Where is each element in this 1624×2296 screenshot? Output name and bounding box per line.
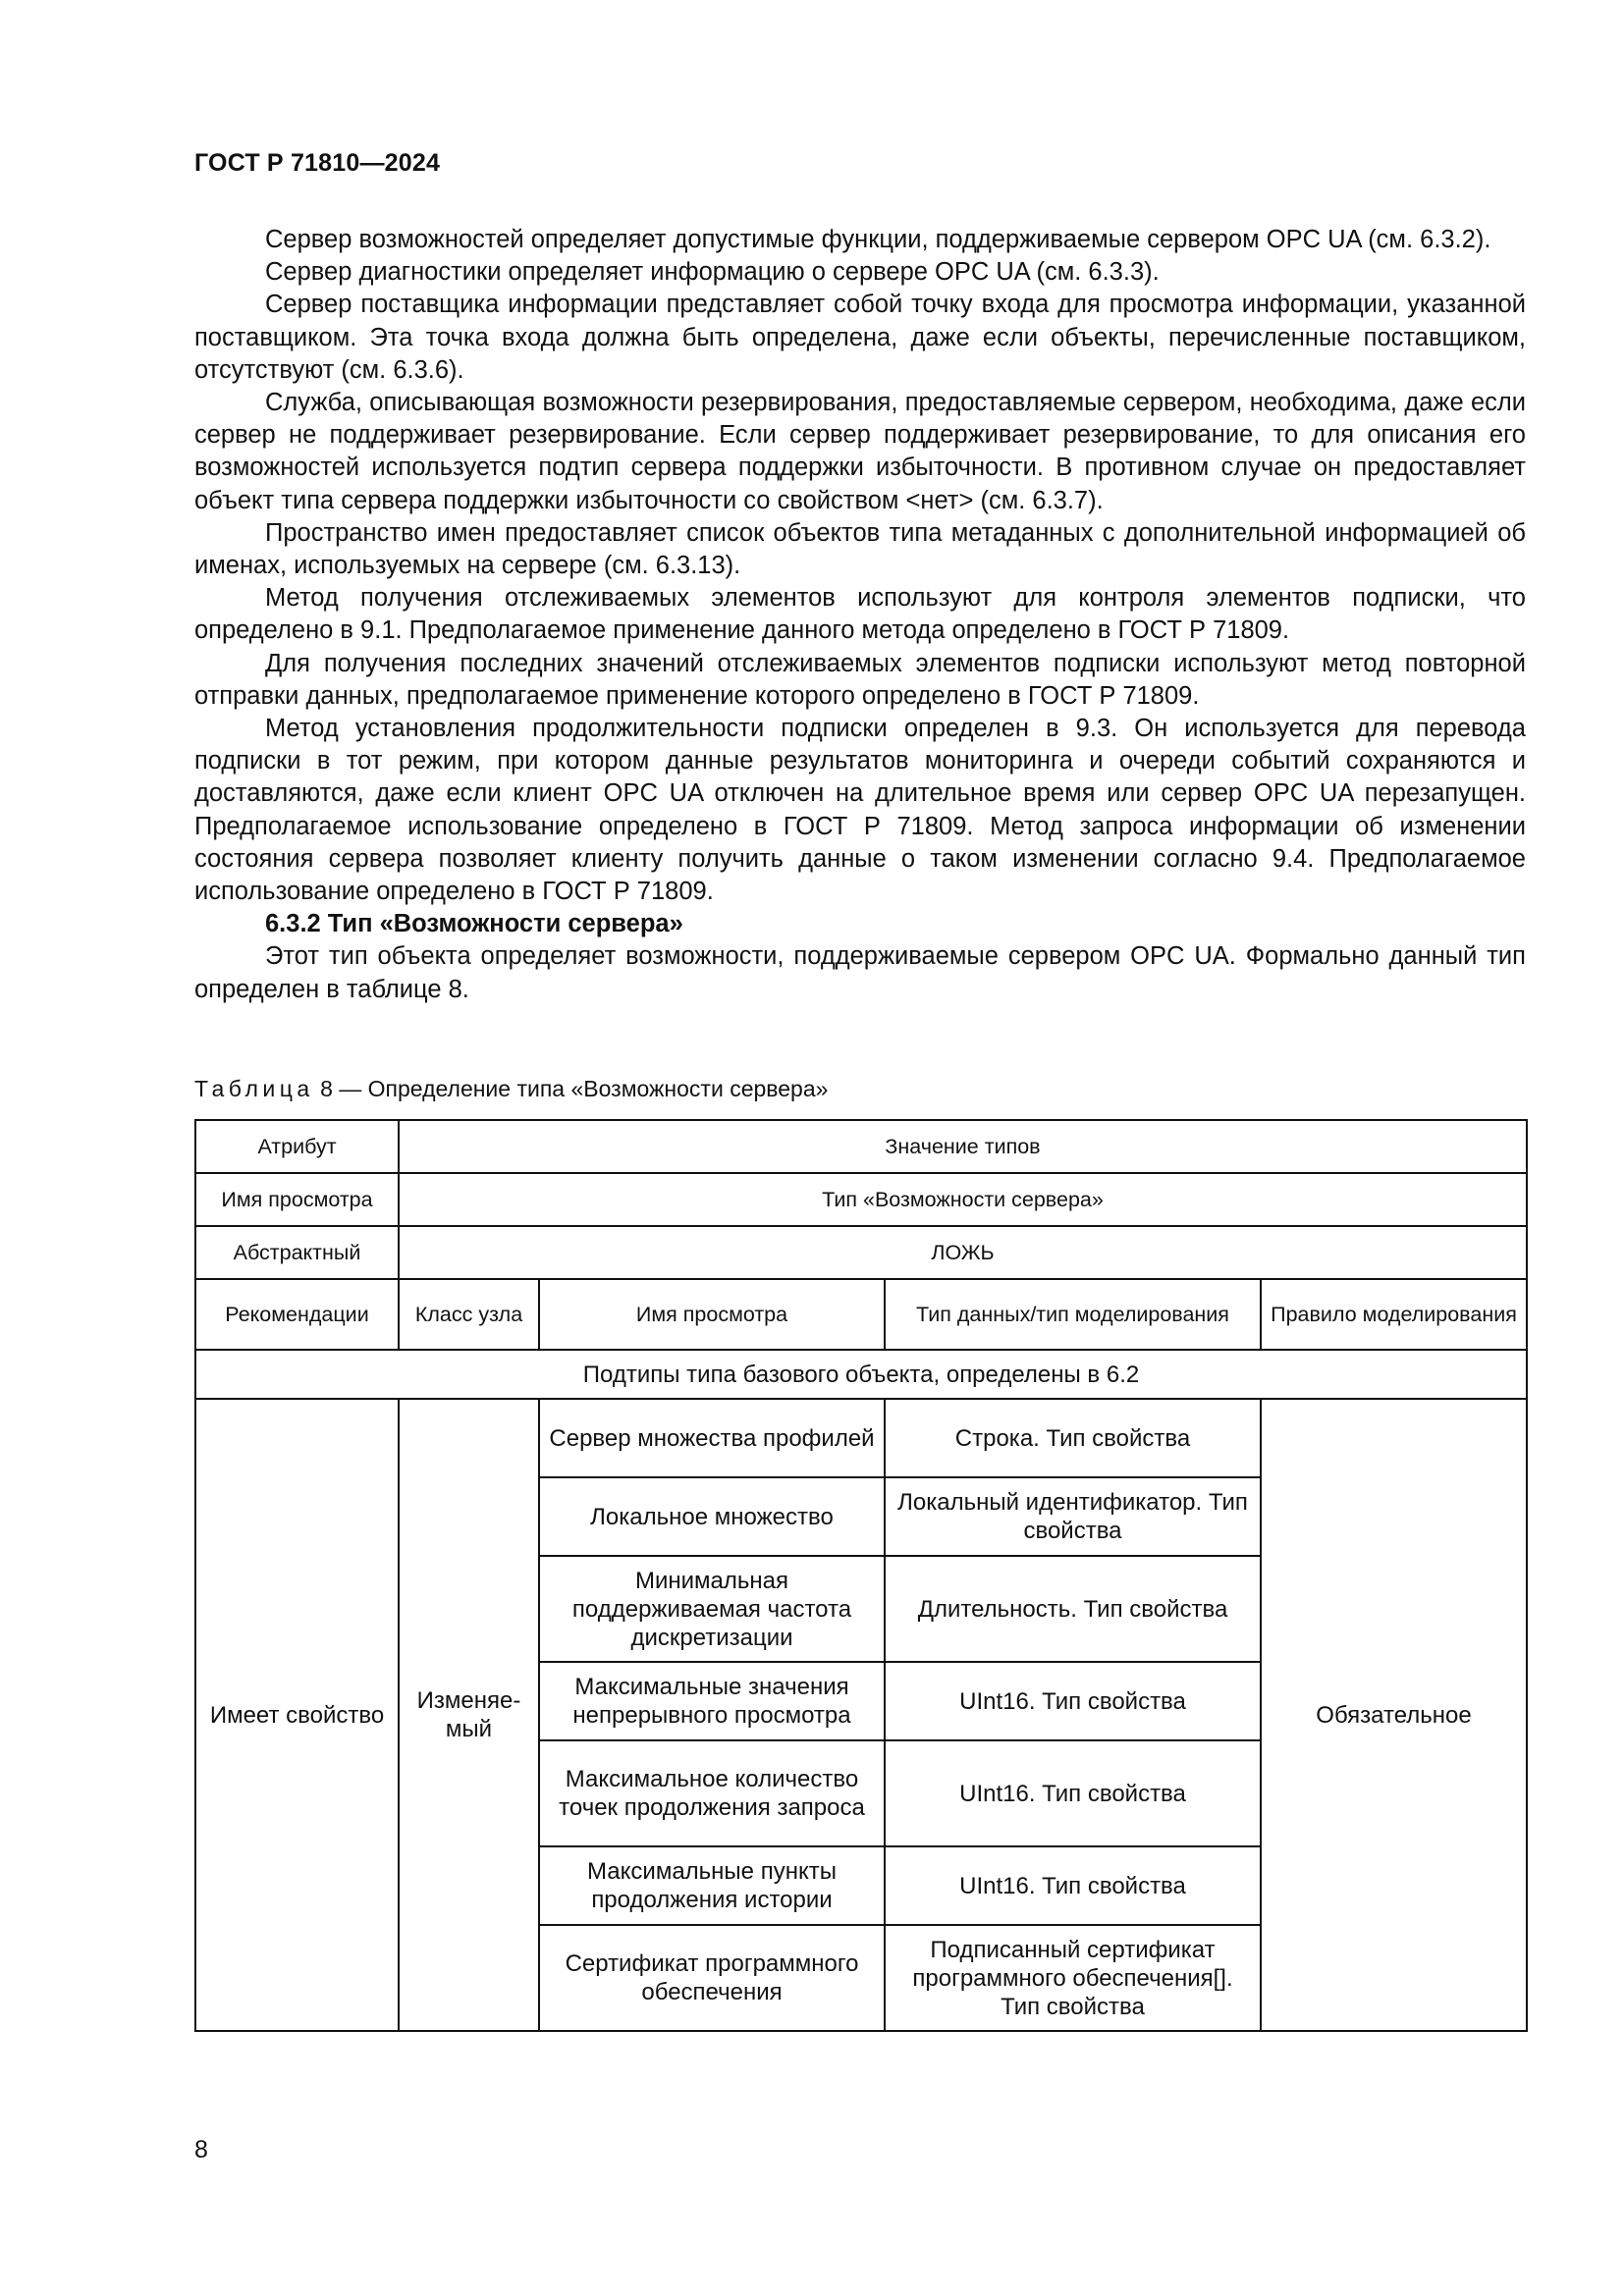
paragraph: Этот тип объекта определяет возможности, поддерживаемые сервером OPC UA. Формально данный тип определен в таблице 8. — [194, 942, 1526, 1003]
paragraph: Сервер поставщика информации представляет собой точку входа для просмотра информации, указанной поставщиком. Эта точка входа должна быть определена, даже если объекты, перечисленные поставщиком, отсутствуют (см. 6.3.6). — [194, 291, 1526, 384]
subtypes-cell: Подтипы типа базового объекта, определены в 6.2 — [195, 1350, 1527, 1399]
column-header-row — [195, 1279, 1527, 1350]
col-references: Рекомендации — [195, 1279, 399, 1350]
subtypes-row — [195, 1350, 1527, 1399]
section-heading: 6.3.2 Тип «Возможности сервера» — [265, 910, 683, 938]
browse-name-cell: Максимальные значения непрерывного просмотра — [539, 1662, 885, 1740]
browse-name-cell: Сервер множества профилей — [539, 1399, 885, 1477]
table-row — [195, 1399, 1527, 1477]
browse-name-label: Имя просмотра — [195, 1173, 399, 1226]
abstract-label: Абстрактный — [195, 1226, 399, 1279]
browse-name-cell: Минимальная поддерживаемая частота дискретизации — [539, 1556, 885, 1662]
document-header: ГОСТ Р 71810—2024 — [194, 149, 441, 177]
data-type-cell: UInt16. Тип свойства — [885, 1740, 1261, 1846]
data-type-cell: UInt16. Тип свойства — [885, 1662, 1261, 1740]
paragraph: Метод установления продолжительности подписки определен в 9.3. Он используется для перевода подписки в тот режим, при котором данные результатов мониторинга и очереди событий сохраняются и доставляются, даже если клиент OPC UA отключен на длительное время или сервер OPC UA перезапущен. Предполагаемое использование определено в ГОСТ Р 71809. Метод запроса информации об изменении состояния сервера позволяет клиенту получить данные о таком изменении согласно 9.4. Предполагаемое использование определено в ГОСТ Р 71809. — [194, 715, 1526, 906]
table-caption-label: Таблица — [194, 1076, 314, 1101]
browse-name-cell: Сертификат программного обеспечения — [539, 1925, 885, 2031]
col-data-type: Тип данных/тип моделирования — [885, 1279, 1261, 1350]
attribute-header: Атрибут — [195, 1120, 399, 1173]
modelling-rule-cell: Обязательное — [1261, 1399, 1527, 2031]
data-type-cell: UInt16. Тип свойства — [885, 1846, 1261, 1925]
col-node-class: Класс узла — [399, 1279, 539, 1350]
paragraph: Сервер диагностики определяет информацию о сервере OPC UA (см. 6.3.3). — [265, 258, 1160, 287]
table-caption-text: 8 — Определение типа «Возможности сервера» — [313, 1076, 829, 1101]
body-text — [194, 224, 1526, 1006]
browse-name-cell: Максимальные пункты продолжения истории — [539, 1846, 885, 1925]
col-modelling-rule: Правило моделирования — [1261, 1279, 1527, 1350]
browse-name-cell: Максимальное количество точек продолжения запроса — [539, 1740, 885, 1846]
node-class-cell: Изменяе-мый — [399, 1399, 539, 2031]
paragraph: Служба, описывающая возможности резервирования, предоставляемые сервером, необходима, даже если сервер не поддерживает резервирование. Если сервер поддерживает резервирование, то для описания его возможностей используется подтип сервера поддержки избыточности. В противном случае он предоставляет объект типа сервера поддержки избыточности со свойством <нет> (см. 6.3.7). — [194, 389, 1526, 514]
paragraph: Сервер возможностей определяет допустимые функции, поддерживаемые сервером OPC UA (см. 6.3.2). — [265, 226, 1491, 253]
table-caption — [194, 1076, 828, 1102]
data-type-cell: Локальный идентификатор. Тип свойства — [885, 1477, 1261, 1556]
col-browse-name: Имя просмотра — [539, 1279, 885, 1350]
abstract-value: ЛОЖЬ — [399, 1226, 1527, 1279]
data-type-cell: Длительность. Тип свойства — [885, 1556, 1261, 1662]
data-type-cell: Подписанный сертификат программного обеспечения[]. Тип свойства — [885, 1925, 1261, 2031]
browse-name-value: Тип «Возможности сервера» — [399, 1173, 1527, 1226]
paragraph: Пространство имен предоставляет список объектов типа метаданных с дополнительной информацией об именах, используемых на сервере (см. 6.3.13). — [194, 518, 1526, 580]
table-row — [195, 1173, 1527, 1226]
reference-cell: Имеет свойство — [195, 1399, 399, 2031]
page-number: 8 — [194, 2136, 208, 2163]
paragraph: Метод получения отслеживаемых элементов используют для контроля элементов подписки, что определено в 9.1. Предполагаемое применение данного метода определено в ГОСТ Р 71809. — [194, 584, 1526, 645]
browse-name-cell: Локальное множество — [539, 1477, 885, 1556]
table-row — [195, 1120, 1527, 1173]
table-row — [195, 1226, 1527, 1279]
data-type-cell: Строка. Тип свойства — [885, 1399, 1261, 1477]
value-header: Значение типов — [399, 1120, 1527, 1173]
paragraph: Для получения последних значений отслеживаемых элементов подписки используют метод повторной отправки данных, предполагаемое применение которого определено в ГОСТ Р 71809. — [194, 649, 1526, 710]
type-definition-table — [194, 1119, 1528, 2032]
